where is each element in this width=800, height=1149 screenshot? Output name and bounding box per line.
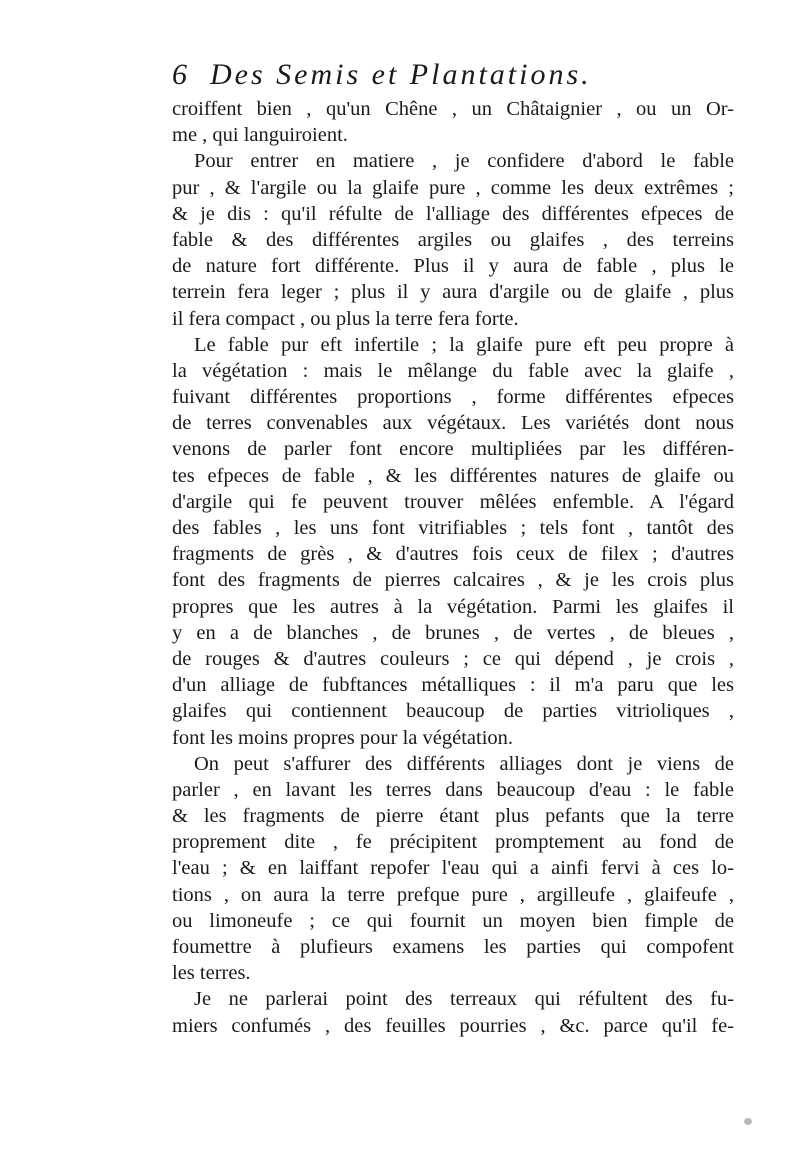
text-line: d'un alliage de fubftances métalliques : il m'a paru que les <box>172 674 734 697</box>
text-line: la végétation : mais le mêlange du fable avec la glaife , <box>172 359 734 382</box>
text-line: il fera compact , ou plus la terre fera forte. <box>172 307 519 330</box>
text-line: foumettre à plufieurs examens les parties qui compofent <box>172 936 734 958</box>
text-line: On peut s'affurer des différents alliages dont je viens de <box>194 752 734 775</box>
text-line: propres que les autres à la végétation. Parmi les glaifes il <box>172 595 734 618</box>
body-text <box>172 96 734 1039</box>
text-line: pur , & l'argile ou la glaife pure , comme les deux extrêmes ; <box>172 176 734 199</box>
text-line: croiffent bien , qu'un Chêne , un Châtaignier , ou un Or- <box>172 98 734 120</box>
text-line: l'eau ; & en laiffant repofer l'eau qui a ainfi fervi à ces lo- <box>172 857 734 880</box>
running-title: Des Semis et Plantations. <box>210 58 592 91</box>
text-line: Je ne parlerai point des terreaux qui réfultent des fu- <box>194 988 734 1011</box>
text-line: de nature fort différente. Plus il y aura de fable , plus le <box>172 255 734 278</box>
text-line: fuivant différentes proportions , forme différentes efpeces <box>172 386 734 409</box>
text-line: ou limoneufe ; ce qui fournit un moyen bien fimple de <box>172 909 734 932</box>
text-line: de rouges & d'autres couleurs ; ce qui dépend , je crois , <box>172 647 734 670</box>
text-line: venons de parler font encore multipliées par les différen- <box>172 438 734 461</box>
text-line: & les fragments de pierre étant plus pefants que la terre <box>172 805 734 828</box>
page-number: 6 <box>172 58 189 91</box>
text-line: miers confumés , des feuilles pourries , &c. parce qu'il fe- <box>172 1014 734 1037</box>
text-line: d'argile qui fe peuvent trouver mêlées enfemble. A l'égard <box>172 490 734 513</box>
text-line: fragments de grès , & d'autres fois ceux de filex ; d'autres <box>172 543 734 566</box>
text-line: glaifes qui contiennent beaucoup de parties vitrioliques , <box>172 700 734 723</box>
text-line: y en a de blanches , de brunes , de vertes , de bleues , <box>172 621 734 644</box>
text-line: parler , en lavant les terres dans beaucoup d'eau : le fable <box>172 778 734 801</box>
text-line: me , qui languiroient. <box>172 124 348 147</box>
text-line: proprement dite , fe précipitent promptement au fond de <box>172 831 734 854</box>
text-line: tes efpeces de fable , & les différentes natures de glaife ou <box>172 464 734 487</box>
text-line: Pour entrer en matiere , je confidere d'abord le fable <box>194 150 734 173</box>
text-line: font des fragments de pierres calcaires , & je les crois plus <box>172 569 734 592</box>
text-line: terrein fera leger ; plus il y aura d'argile ou de glaife , plus <box>172 281 734 304</box>
text-line: tions , on aura la terre prefque pure , argilleufe , glaifeufe , <box>172 883 734 906</box>
text-line: Le fable pur eft infertile ; la glaife pure eft peu propre à <box>194 333 734 356</box>
text-line: font les moins propres pour la végétation. <box>172 726 514 749</box>
text-line: & je dis : qu'il réfulte de l'alliage des différentes efpeces de <box>172 202 734 225</box>
text-line: de terres convenables aux végétaux. Les variétés dont nous <box>172 412 734 435</box>
text-line: des fables , les uns font vitrifiables ; tels font , tantôt des <box>172 517 734 539</box>
page-header <box>172 58 732 98</box>
ink-speck <box>744 1118 752 1125</box>
text-line: fable & des différentes argiles ou glaifes , des terreins <box>172 228 734 251</box>
text-line: les terres. <box>172 962 251 985</box>
